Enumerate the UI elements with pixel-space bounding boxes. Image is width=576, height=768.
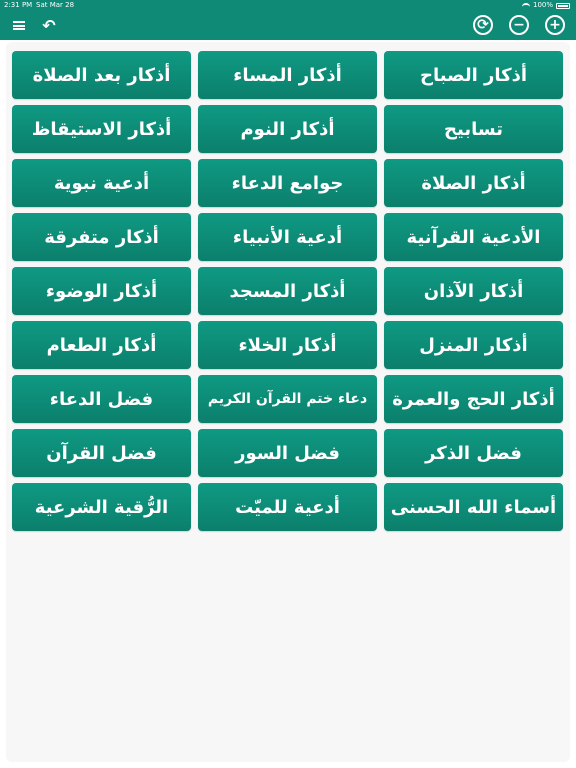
status-time: 2:31 PM xyxy=(4,1,33,9)
category-tile[interactable]: أدعية نبوية xyxy=(12,159,191,207)
category-tile[interactable]: أذكار النوم xyxy=(198,105,377,153)
category-tile[interactable]: أذكار الصباح xyxy=(384,51,563,99)
zoom-out-button[interactable] xyxy=(508,14,530,36)
category-tile[interactable]: أذكار المساء xyxy=(198,51,377,99)
category-tile[interactable]: تسابيح xyxy=(384,105,563,153)
category-tile[interactable]: أذكار الاستيقاظ xyxy=(12,105,191,153)
status-date: Sat Mar 28 xyxy=(36,1,75,9)
category-tile[interactable]: دعاء ختم القرآن الكريم xyxy=(198,375,377,423)
battery-icon xyxy=(556,3,570,9)
category-tile[interactable]: أذكار الخلاء xyxy=(198,321,377,369)
zoom-in-button[interactable] xyxy=(544,14,566,36)
category-tile[interactable]: أدعية للميّت xyxy=(198,483,377,531)
category-tile[interactable]: أذكار المنزل xyxy=(384,321,563,369)
category-tile[interactable]: أذكار المسجد xyxy=(198,267,377,315)
wifi-icon xyxy=(522,3,530,9)
status-right xyxy=(522,0,570,11)
back-button[interactable] xyxy=(38,14,60,36)
category-tile[interactable]: أسماء الله الحسنى xyxy=(384,483,563,531)
category-tile[interactable]: الأدعية القرآنية xyxy=(384,213,563,261)
battery-percent: 100% xyxy=(532,1,553,9)
menu-button[interactable] xyxy=(8,14,30,36)
category-tile[interactable]: الرُّقية الشرعية xyxy=(12,483,191,531)
minus-circle-icon: − xyxy=(509,15,529,35)
category-tile[interactable]: فضل القرآن xyxy=(12,429,191,477)
category-grid xyxy=(12,51,563,531)
refresh-button[interactable] xyxy=(472,14,494,36)
category-tile[interactable]: أذكار الطعام xyxy=(12,321,191,369)
category-tile[interactable]: أدعية الأنبياء xyxy=(198,213,377,261)
category-tile[interactable]: أذكار بعد الصلاة xyxy=(12,51,191,99)
category-tile[interactable]: فضل السور xyxy=(198,429,377,477)
category-tile[interactable]: أذكار الحج والعمرة xyxy=(384,375,563,423)
plus-circle-icon: + xyxy=(545,15,565,35)
category-tile[interactable]: أذكار الآذان xyxy=(384,267,563,315)
top-toolbar xyxy=(0,0,576,40)
category-tile[interactable]: أذكار الصلاة xyxy=(384,159,563,207)
category-tile[interactable]: أذكار الوضوء xyxy=(12,267,191,315)
category-tile[interactable]: أذكار متفرقة xyxy=(12,213,191,261)
hamburger-icon xyxy=(13,21,25,30)
main-content xyxy=(6,42,570,762)
undo-arrow-icon: ↶ xyxy=(42,15,56,35)
category-tile[interactable]: فضل الدعاء xyxy=(12,375,191,423)
category-tile[interactable]: جوامع الدعاء xyxy=(198,159,377,207)
category-tile[interactable]: فضل الذكر xyxy=(384,429,563,477)
status-bar xyxy=(0,0,576,11)
refresh-icon: ⟳ xyxy=(473,15,493,35)
